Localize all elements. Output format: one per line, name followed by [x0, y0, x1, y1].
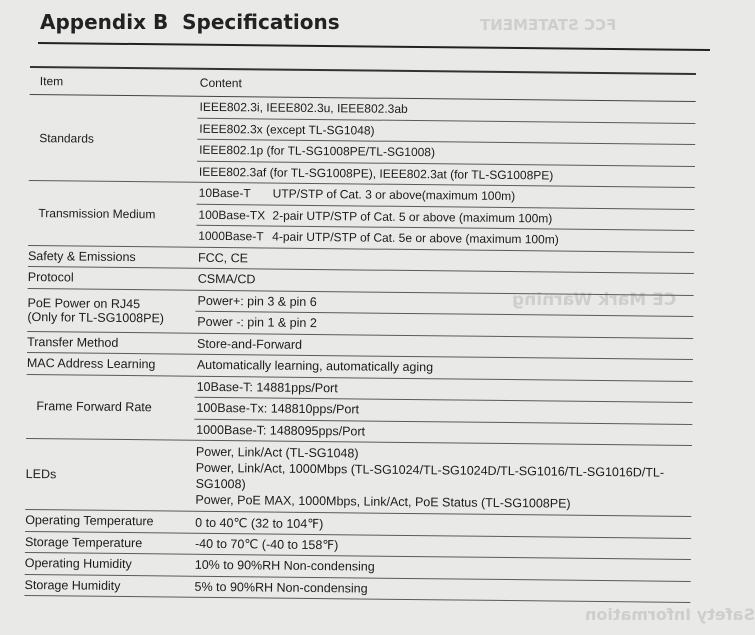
row-label-frame: Frame Forward Rate	[26, 374, 195, 440]
row-label-safety: Safety & Emissions	[28, 245, 196, 268]
leds-content	[193, 440, 692, 516]
leds-line: Power, PoE MAX, 1000Mbps, Link/Act, PoE Status (TL-SG1008PE)	[195, 492, 571, 511]
transfer-value: Store-and-Forward	[195, 333, 693, 360]
medium-type: 100Base-TX	[198, 207, 266, 223]
storage-humidity-value: 5% to 90%RH Non-condensing	[192, 576, 690, 603]
medium-desc: 4-pair UTP/STP of Cat. 5e or above (maximum 100m)	[272, 229, 559, 247]
poe-label-line: (Only for TL-SG1008PE)	[27, 309, 165, 325]
leds-line: SG1008)	[195, 476, 246, 492]
page-title	[40, 10, 340, 34]
row-label-operating-temperature: Operating Temperature	[25, 509, 193, 532]
frame-line: 100Base-Tx: 148810pps/Port	[194, 397, 692, 424]
table-row	[25, 438, 692, 516]
medium-type: 1000Base-T	[198, 229, 264, 244]
header-item: Item	[30, 67, 198, 96]
row-label-mac: MAC Address Learning	[27, 352, 195, 375]
safety-value: FCC, CE	[196, 247, 694, 274]
row-label-transfer: Transfer Method	[27, 331, 195, 354]
standards-line: IEEE802.1p (for TL-SG1008PE/TL-SG1008)	[197, 139, 695, 166]
medium-desc: UTP/STP of Cat. 3 or above(maximum 100m)	[272, 186, 516, 204]
medium-desc: 2-pair UTP/STP of Cat. 5 or above (maximum 100m)	[272, 208, 553, 226]
operating-humidity-value: 10% to 90%RH Non-condensing	[193, 554, 691, 581]
title-divider	[38, 42, 710, 51]
standards-line: IEEE802.3i, IEEE802.3u, IEEE802.3ab	[197, 96, 695, 123]
specifications-table	[24, 66, 696, 603]
header-content: Content	[198, 69, 696, 102]
row-label-leds: LEDs	[25, 438, 194, 511]
poe-label-line: PoE Power on RJ45	[27, 295, 141, 311]
medium-type: 10Base-T	[198, 186, 251, 201]
row-label-operating-humidity: Operating Humidity	[25, 552, 193, 575]
standards-line: IEEE802.3af (for TL-SG1008PE), IEEE802.3at (for TL-SG1008PE)	[197, 161, 695, 188]
appendix-title: Specifications	[182, 10, 340, 34]
mac-value: Automatically learning, automatically aging	[195, 354, 693, 381]
show-through-text: FCC STATEMENT	[480, 16, 617, 34]
frame-line: 1000Base-T: 1488095pps/Port	[194, 419, 692, 446]
poe-line: Power+: pin 3 & pin 6	[195, 290, 693, 317]
frame-line: 10Base-T: 14881pps/Port	[195, 376, 693, 403]
storage-temperature-value: -40 to 70℃ (-40 to 158℉)	[193, 533, 691, 560]
show-through-text: Safety Information	[585, 605, 755, 624]
row-label-storage-humidity: Storage Humidity	[24, 574, 192, 597]
protocol-value: CSMA/CD	[196, 268, 694, 295]
row-label-poe	[27, 288, 195, 333]
leds-line: Power, Link/Act, 1000Mbps (TL-SG1024/TL-SG1024D/TL-SG1016/TL-SG1016D/TL-	[195, 460, 665, 480]
poe-line: Power -: pin 1 & pin 2	[195, 311, 693, 338]
row-label-transmission: Transmission Medium	[28, 180, 197, 246]
standards-line: IEEE802.3x (except TL-SG1048)	[197, 118, 695, 145]
show-through-text: CE Mark Warning	[512, 290, 677, 310]
leds-line: Power, Link/Act (TL-SG1048)	[195, 444, 359, 461]
operating-temperature-value: 0 to 40℃ (32 to 104℉)	[193, 511, 691, 538]
row-label-protocol: Protocol	[28, 266, 196, 289]
row-label-storage-temperature: Storage Temperature	[25, 531, 193, 554]
appendix-label: Appendix B	[40, 10, 169, 34]
row-label-standards: Standards	[29, 94, 198, 182]
